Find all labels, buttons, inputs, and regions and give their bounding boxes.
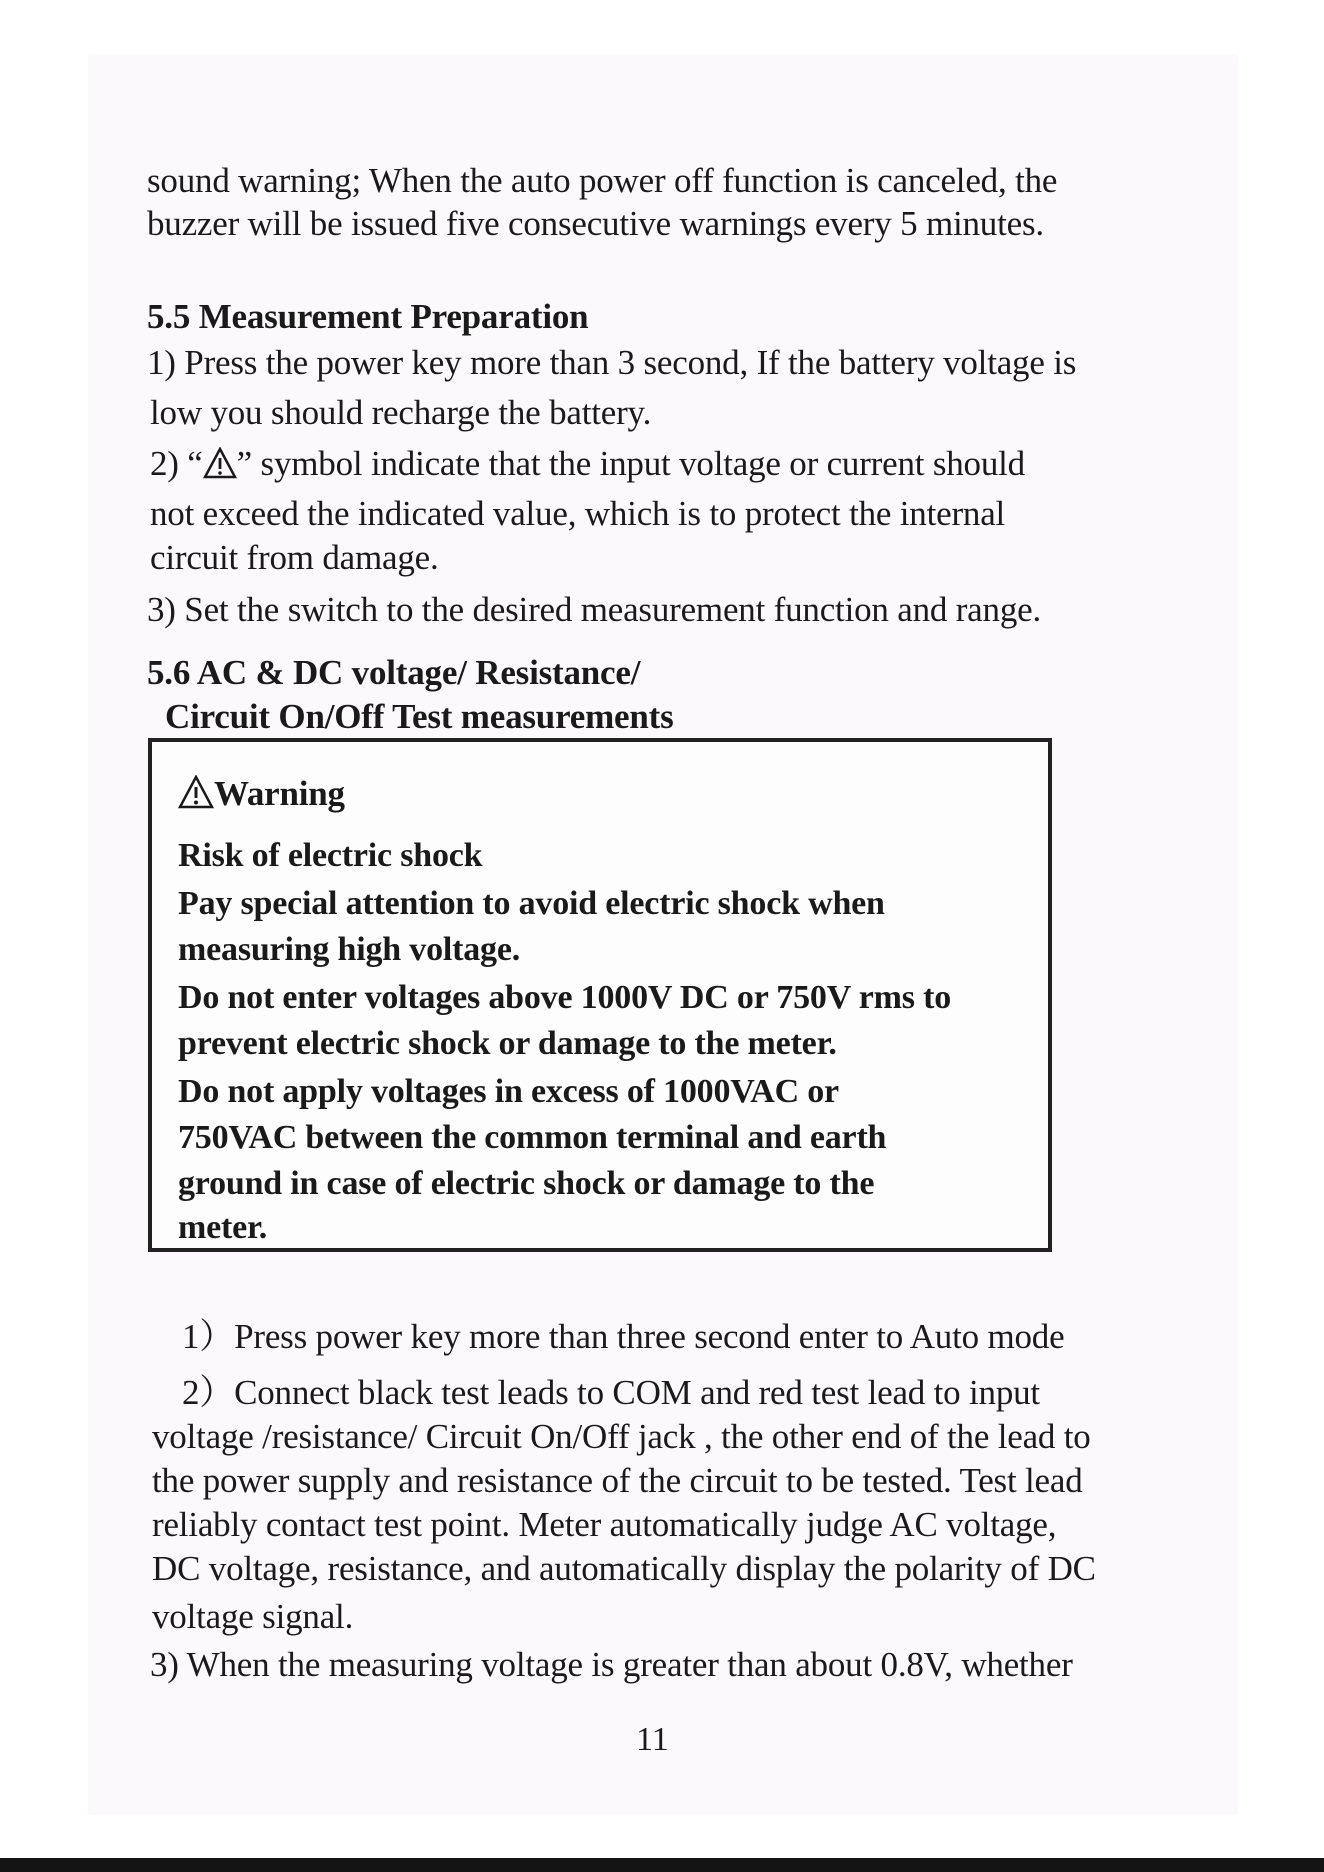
- step-2-line-2: voltage /resistance/ Circuit On/Off jack , the other end of the lead to: [152, 1417, 1091, 1456]
- section-5-6-heading-line-2: Circuit On/Off Test measurements: [165, 697, 674, 736]
- intro-line-2: buzzer will be issued five consecutive warnings every 5 minutes.: [147, 204, 1044, 243]
- step-2-line-4: reliably contact test point. Meter automatically judge AC voltage,: [152, 1505, 1057, 1544]
- warning-triangle-icon: [203, 447, 237, 489]
- warning-line-6: Do not apply voltages in excess of 1000VAC or: [178, 1073, 839, 1110]
- step-2-line-5: DC voltage, resistance, and automatically display the polarity of DC: [152, 1549, 1096, 1588]
- item2-line-2: not exceed the indicated value, which is to protect the internal: [150, 494, 1006, 533]
- step-1: 1）Press power key more than three second enter to Auto mode: [182, 1317, 1065, 1356]
- warning-title-row: [178, 774, 345, 818]
- intro-line-1: sound warning; When the auto power off function is canceled, the: [147, 161, 1058, 200]
- warning-line-2: Pay special attention to avoid electric shock when: [178, 885, 885, 922]
- warning-line-4: Do not enter voltages above 1000V DC or 750V rms to: [178, 979, 951, 1016]
- item2-line-1: [150, 443, 1025, 489]
- page-number: 11: [636, 1721, 669, 1758]
- section-5-6-heading-line-1: 5.6 AC & DC voltage/ Resistance/: [147, 653, 641, 692]
- warning-line-7: 750VAC between the common terminal and earth: [178, 1119, 887, 1156]
- warning-line-8: ground in case of electric shock or damage to the: [178, 1165, 875, 1202]
- item2-suffix: ” symbol indicate that the input voltage or current should: [236, 444, 1025, 483]
- warning-triangle-icon: [178, 775, 214, 818]
- warning-box: [148, 738, 1052, 1252]
- item1-line-2: low you should recharge the battery.: [150, 393, 652, 432]
- scan-edge: [0, 1858, 1324, 1872]
- warning-line-3: measuring high voltage.: [178, 931, 521, 968]
- warning-line-5: prevent electric shock or damage to the meter.: [178, 1025, 837, 1062]
- item2-line-3: circuit from damage.: [150, 538, 439, 577]
- step-2-line-6: voltage signal.: [152, 1597, 354, 1636]
- warning-line-9: meter.: [178, 1209, 268, 1246]
- step-2-line-3: the power supply and resistance of the circuit to be tested. Test lead: [152, 1461, 1083, 1500]
- item3-line: 3) Set the switch to the desired measurement function and range.: [147, 590, 1042, 629]
- item1-line-1: 1) Press the power key more than 3 second, If the battery voltage is: [147, 343, 1077, 382]
- section-5-5-heading: 5.5 Measurement Preparation: [147, 297, 589, 336]
- step-2-line-1: 2）Connect black test leads to COM and red test lead to input: [182, 1373, 1040, 1412]
- warning-title: Warning: [214, 774, 345, 813]
- step-3-line-1: 3) When the measuring voltage is greater than about 0.8V, whether: [150, 1645, 1073, 1684]
- warning-line-1: Risk of electric shock: [178, 837, 483, 874]
- item2-prefix: 2) “: [150, 444, 203, 483]
